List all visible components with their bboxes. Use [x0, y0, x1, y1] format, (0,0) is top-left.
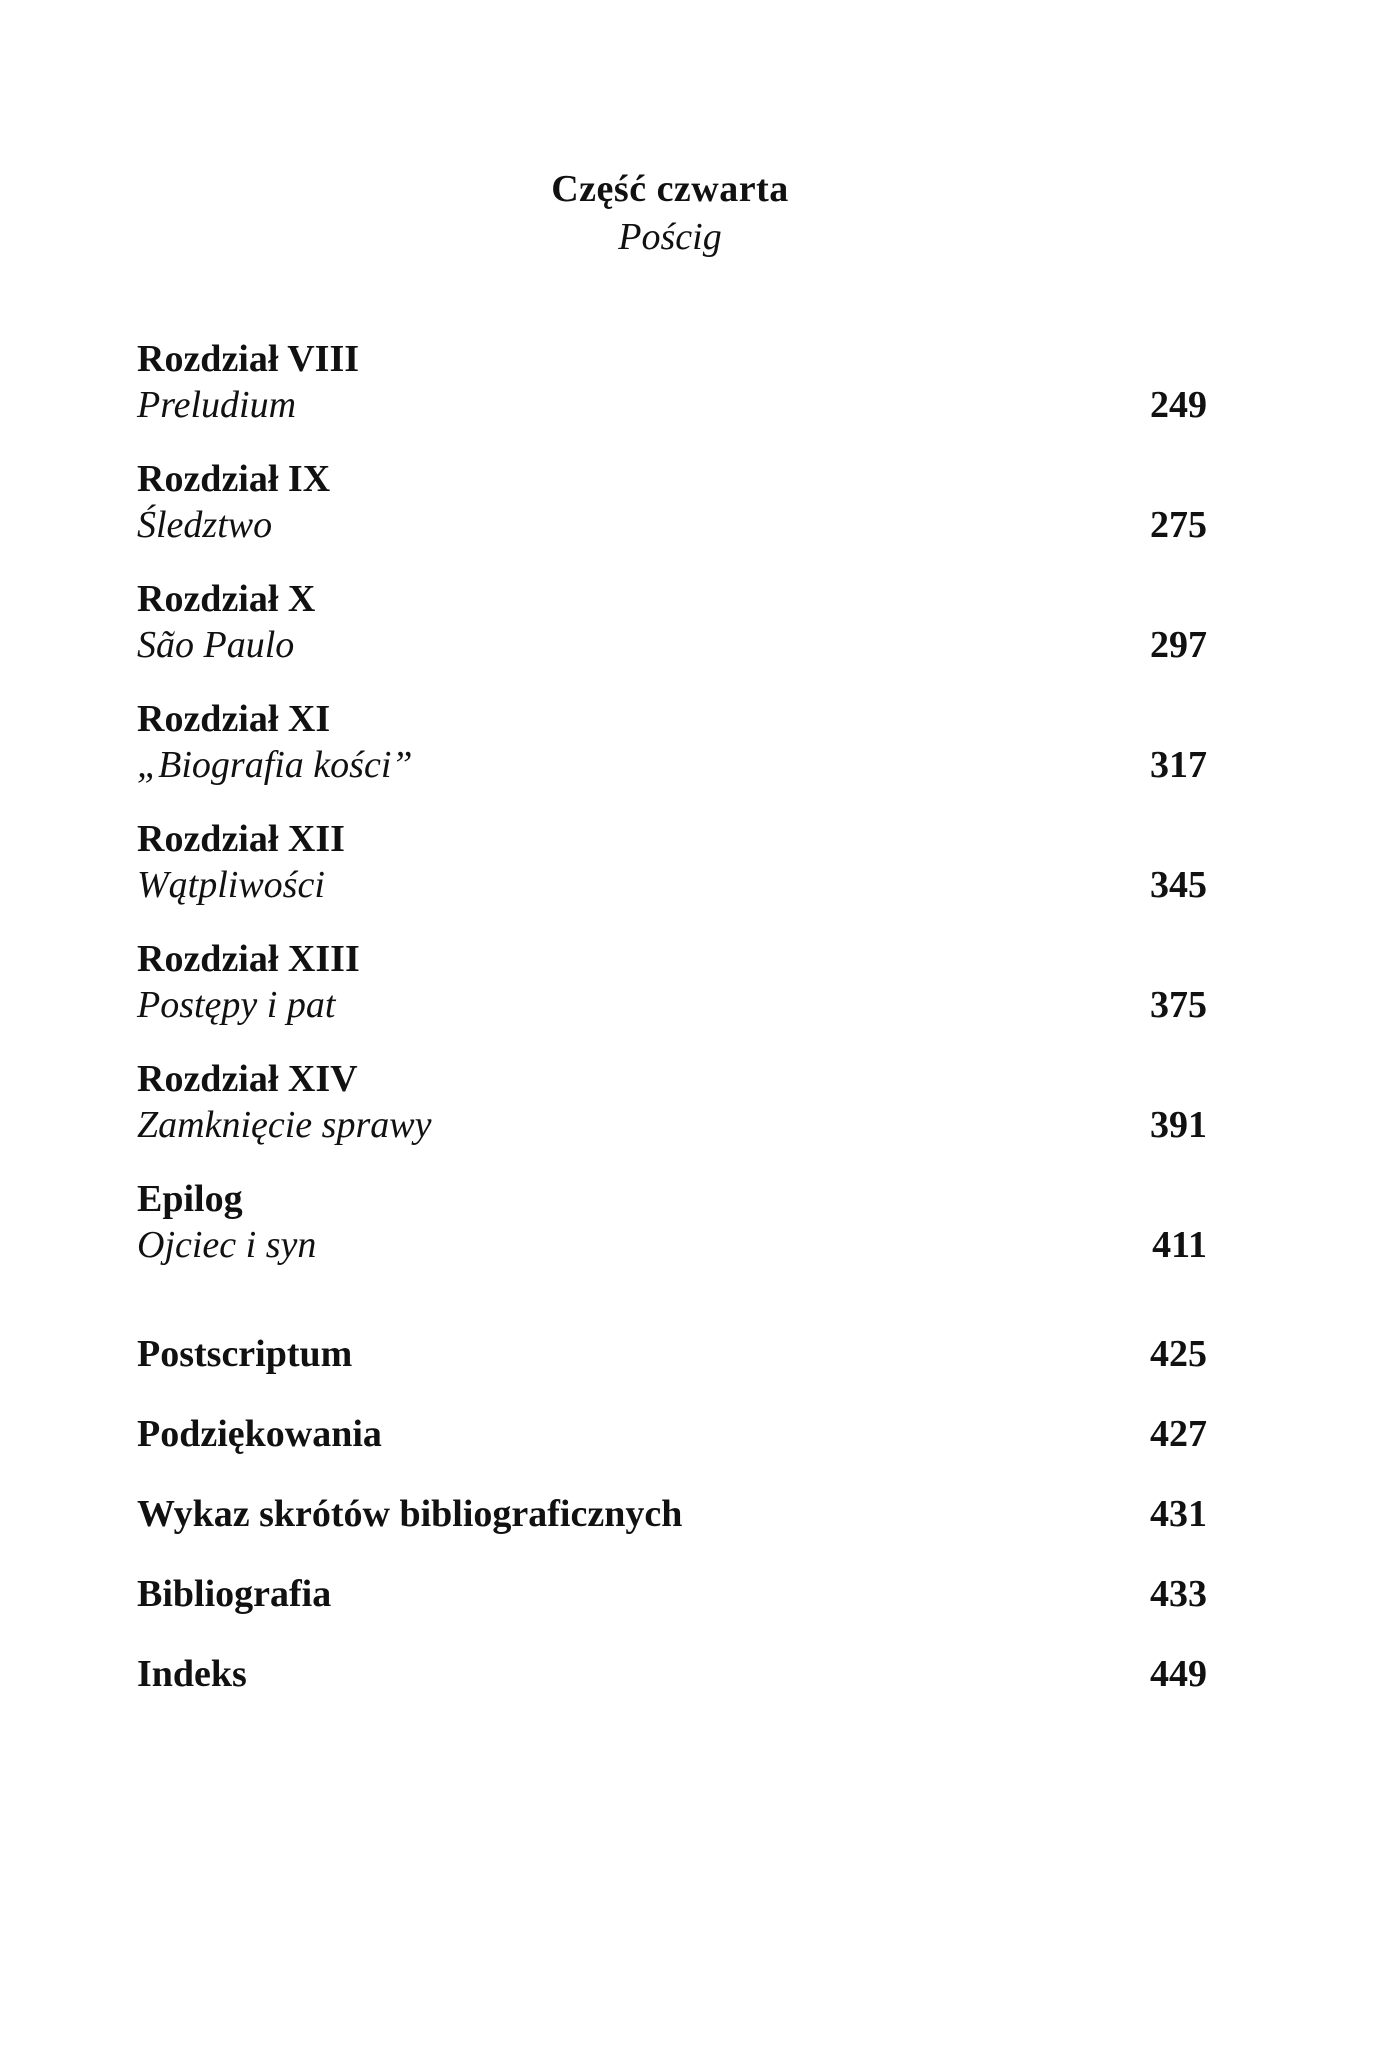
toc-entry-chapter-12[interactable] [137, 815, 1207, 911]
chapter-label: Epilog [137, 1178, 243, 1220]
toc-entry-epilog[interactable] [137, 1175, 1207, 1271]
page-number: 249 [1150, 384, 1207, 426]
toc-entry-chapter-9[interactable] [137, 455, 1207, 551]
page-number: 449 [1150, 1653, 1207, 1695]
part-subtitle: Pościg [618, 216, 722, 258]
toc-entry-chapter-10[interactable] [137, 575, 1207, 671]
toc-entry-chapter-11[interactable] [137, 695, 1207, 791]
toc-entry-indeks[interactable] [137, 1650, 1207, 1698]
chapter-label: Rozdział XIII [137, 938, 360, 980]
chapter-label: Rozdział VIII [137, 338, 360, 380]
toc-entry-chapter-14[interactable] [137, 1055, 1207, 1151]
chapter-title: Śledztwo [137, 504, 273, 546]
chapter-label: Rozdział XIV [137, 1058, 358, 1100]
toc-entry-podziekowania[interactable] [137, 1410, 1207, 1458]
backmatter-label: Indeks [137, 1653, 247, 1695]
page-number: 433 [1150, 1573, 1207, 1615]
backmatter-label: Wykaz skrótów bibliograficznych [137, 1493, 683, 1535]
chapter-title: Ojciec i syn [137, 1224, 317, 1266]
toc-entry-chapter-13[interactable] [137, 935, 1207, 1031]
page-number: 425 [1150, 1333, 1207, 1375]
toc-entry-wykaz-skrotow[interactable] [137, 1490, 1207, 1538]
chapter-title: „Biografia kości” [137, 744, 413, 786]
page-number: 317 [1150, 744, 1207, 786]
backmatter-label: Podziękowania [137, 1413, 382, 1455]
page-number: 391 [1150, 1104, 1207, 1146]
toc-entry-postscriptum[interactable] [137, 1330, 1207, 1378]
chapter-title: Zamknięcie sprawy [137, 1104, 432, 1146]
page-number: 275 [1150, 504, 1207, 546]
page-number: 427 [1150, 1413, 1207, 1455]
backmatter-label: Postscriptum [137, 1333, 353, 1375]
part-header [0, 165, 1340, 261]
backmatter-label: Bibliografia [137, 1573, 332, 1615]
chapter-title: São Paulo [137, 624, 295, 666]
toc-entry-bibliografia[interactable] [137, 1570, 1207, 1618]
chapter-label: Rozdział XII [137, 818, 345, 860]
page-number: 375 [1150, 984, 1207, 1026]
page-number: 431 [1150, 1493, 1207, 1535]
page-number: 297 [1150, 624, 1207, 666]
chapter-title: Postępy i pat [137, 984, 336, 1026]
chapter-title: Preludium [137, 384, 297, 426]
page-number: 411 [1152, 1224, 1207, 1266]
part-title: Część czwarta [551, 168, 789, 210]
chapter-label: Rozdział X [137, 578, 316, 620]
chapter-label: Rozdział XI [137, 698, 331, 740]
toc-entry-chapter-8[interactable] [137, 335, 1207, 431]
chapter-label: Rozdział IX [137, 458, 331, 500]
page-number: 345 [1150, 864, 1207, 906]
chapter-title: Wątpliwości [137, 864, 325, 906]
